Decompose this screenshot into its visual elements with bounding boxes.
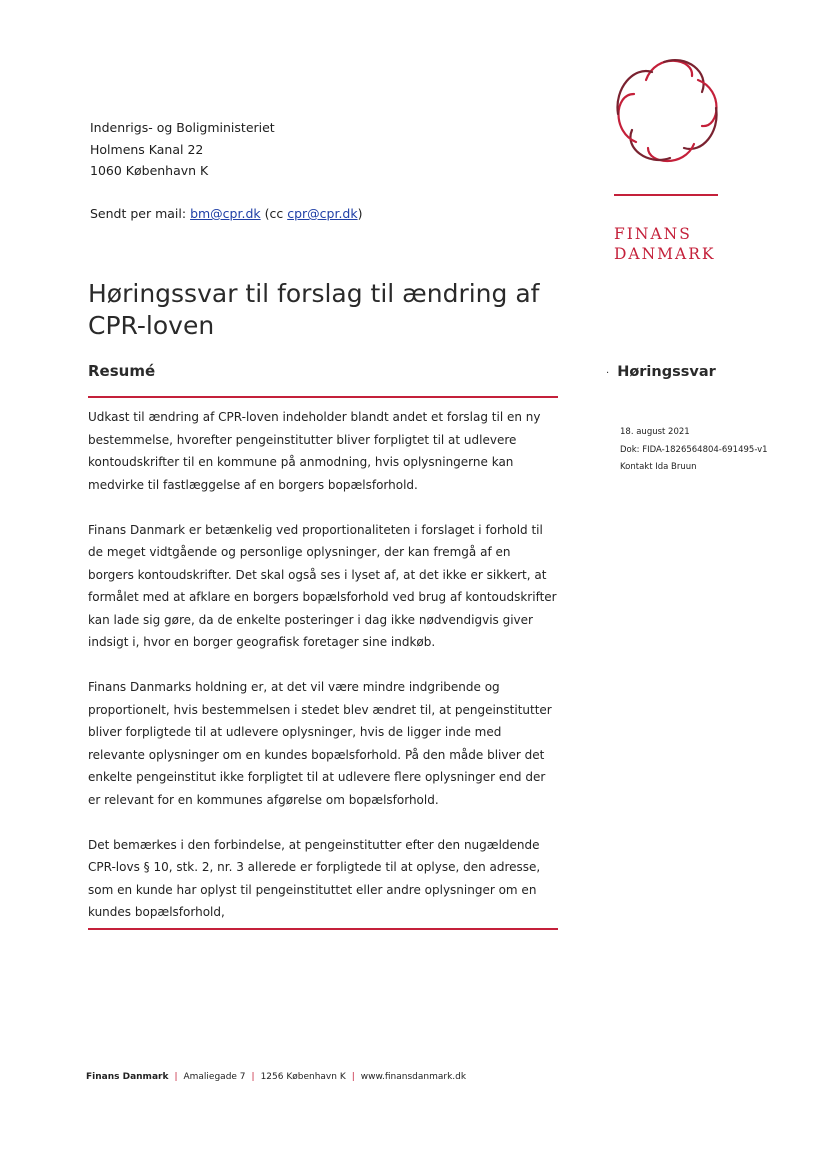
meta-doc-id: Dok: FIDA-1826564804-691495-v1 [620,444,768,455]
recipient-city: 1060 København K [90,163,209,178]
paragraph: Det bemærkes i den forbindelse, at pengeinstitutter efter den nugældende CPR-lovs § 10, stk. 2, nr. 3 allerede er forpligtede til at oplyse, den adresse, som en kunde har oplyst til pengeinstituttet eller andre oplysninger om en kundes bopælsforhold, [88,837,541,919]
footer-org: Finans Danmark [86,1072,169,1082]
brand-line-2: DANMARK [614,245,716,263]
finans-danmark-logo-icon [606,50,730,170]
sent-by-mail-line [90,206,363,221]
sent-cc: (cc [260,206,288,221]
meta-contact: Kontakt Ida Bruun [620,462,697,472]
section-divider-bottom [88,928,558,930]
recipient-name: Indenrigs- og Boligministeriet [90,120,275,135]
email-link-bm[interactable]: bm@cpr.dk [190,206,261,221]
section-divider-top [88,396,558,398]
sidebar-heading [606,364,716,380]
email-link-cpr[interactable]: cpr@cpr.dk [287,206,358,221]
paragraph: Finans Danmarks holdning er, at det vil være mindre indgribende og proportionelt, hvis bestemmelsen i stedet blev ændret til, at pengeinstitutter bliver forpligtede til at udlevere oplysninger, hvis de ligger inde med relevante oplysninger om en kundes bopælsforhold. På den måde bliver det enkelte pengeinstitut ikke forpligtet til at udlevere flere oplysninger end der er relevant for en kommunes afgørelse om bopælsforhold. [88,680,552,807]
paragraph: Udkast til ændring af CPR-loven indeholder blandt andet et forslag til en ny bestemmelse, hvorefter pengeinstitutter bliver forpligtet til at udlevere kontoudskrifter til en kommune på anmodning, hvis oplysningerne kan medvirke til fastlæggelse af en borgers bopælsforhold. [88,410,541,492]
recipient-street: Holmens Kanal 22 [90,141,204,157]
section-heading: Resumé [88,362,156,380]
document-body [88,406,558,946]
footer-separator: | [251,1072,255,1082]
page-footer [86,1072,466,1082]
footer-address: Amaliegade 7 [183,1072,246,1082]
footer-website[interactable]: www.finansdanmark.dk [360,1072,467,1082]
bullet-icon: · [606,368,610,379]
recipient-address [90,117,275,182]
footer-separator: | [174,1072,178,1082]
meta-date: 18. august 2021 [620,427,690,437]
brand-wordmark [614,224,716,264]
document-meta [620,424,768,477]
sent-suffix: ) [357,206,363,221]
footer-separator: | [351,1072,355,1082]
paragraph: Finans Danmark er betænkelig ved proportionaliteten i forslaget i forhold til de meget vidtgående og personlige oplysninger, der kan fremgå af en borgers kontoudskrifter. Det skal også ses i lyset af, at det ikke er sikkert, at formålet med at afklare en borgers bopælsforhold ved brug af kontoudskrifter kan lade sig gøre, da de enkelte posteringer i dag ikke nødvendigvis giver indsigt i, hvor en borger geografisk foretager sine indkøb. [88,522,557,649]
sidebar-heading-text: Høringssvar [617,364,716,380]
footer-city: 1256 København K [260,1072,346,1082]
sent-prefix: Sendt per mail: [90,206,191,221]
logo-divider [614,194,718,196]
document-title: Høringssvar til forslag til ændring af CPR-loven [88,279,540,340]
brand-line-1: FINANS [614,225,692,243]
